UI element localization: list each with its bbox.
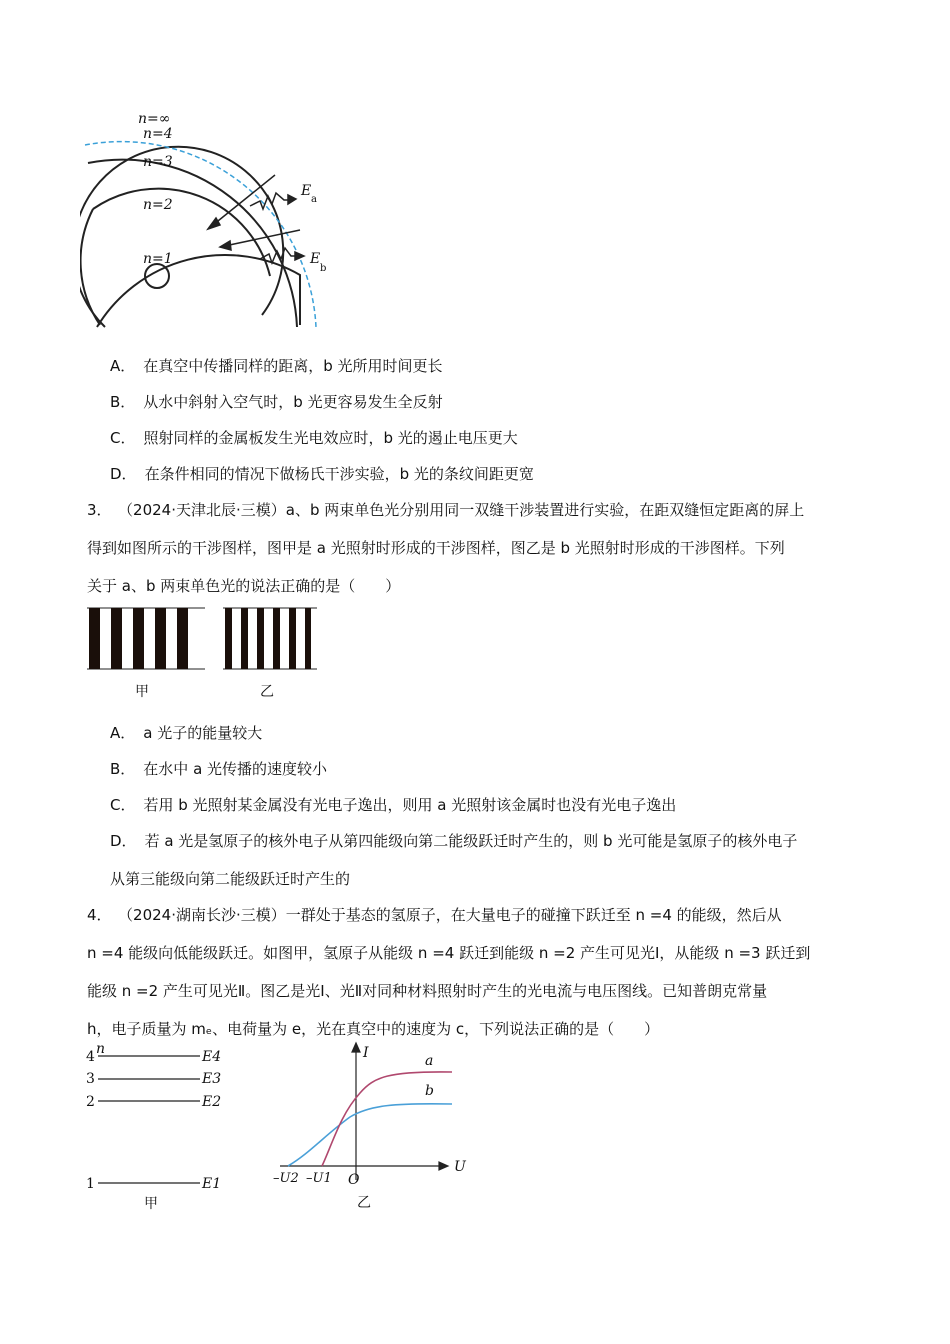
- q2-option-d[interactable]: D． 在条件相同的情况下做杨氏干涉实验，b 光的条纹间距更宽: [110, 465, 534, 483]
- atom-orbit-figure: [80, 105, 360, 330]
- level-label-1: 1: [86, 1176, 95, 1192]
- label-n1: n=1: [143, 251, 173, 267]
- energy-e2: E2: [202, 1094, 222, 1110]
- q4-stem-line4: h，电子质量为 mₑ、电荷量为 e，光在真空中的速度为 c，下列说法正确的是（ ）: [87, 1020, 660, 1038]
- energy-e4: E4: [202, 1049, 222, 1065]
- fig-caption-jia-q4: 甲: [144, 1196, 158, 1212]
- y-axis-label: I: [363, 1045, 369, 1061]
- label-n3: n=3: [143, 154, 173, 170]
- q2-option-b[interactable]: B． 从水中斜射入空气时，b 光更容易发生全反射: [110, 393, 443, 411]
- q2-option-a[interactable]: A． 在真空中传播同样的距离，b 光所用时间更长: [110, 357, 443, 375]
- label-n2: n=2: [143, 197, 173, 213]
- tick-neg-u2: –U2: [273, 1171, 299, 1186]
- q3-stem-line3: 关于 a、b 两束单色光的说法正确的是（ ）: [87, 577, 401, 595]
- label-n-infinity: n=∞: [138, 111, 171, 127]
- tick-neg-u1: –U1: [306, 1171, 332, 1186]
- x-axis-label: U: [454, 1159, 466, 1175]
- q3-stem-line2: 得到如图所示的干涉图样，图甲是 a 光照射时形成的干涉图样，图乙是 b 光照射时形成的干涉图样。下列: [87, 539, 785, 557]
- label-eb-sub: b: [320, 263, 327, 274]
- q3-option-d[interactable]: D． 若 a 光是氢原子的核外电子从第四能级向第二能级跃迁时产生的，则 b 光可能是氢原子的核外电子: [110, 832, 798, 850]
- curve-b: [288, 1104, 452, 1166]
- fig-caption-jia: 甲: [135, 684, 149, 700]
- orbit-n4: [88, 160, 297, 327]
- q3-option-a[interactable]: A． a 光子的能量较大: [110, 724, 263, 742]
- label-n4: n=4: [143, 126, 173, 142]
- level-label-3: 3: [86, 1071, 95, 1087]
- label-eb: E: [310, 251, 321, 267]
- fig-caption-yi: 乙: [260, 684, 274, 700]
- level-label-4: 4: [86, 1049, 95, 1065]
- level-label-2: 2: [86, 1094, 95, 1110]
- origin-label: O: [348, 1172, 360, 1188]
- q3-stem-line1: 3． （2024·天津北辰·三模）a、b 两束单色光分别用同一双缝干涉装置进行实验，在距双缝恒定距离的屏上: [87, 501, 805, 519]
- q3-option-b[interactable]: B． 在水中 a 光传播的速度较小: [110, 760, 328, 778]
- label-ea: E: [301, 183, 312, 199]
- label-ea-sub: a: [311, 194, 317, 205]
- q4-stem-line2: n =4 能级向低能级跃迁。如图甲，氢原子从能级 n =4 跃迁到能级 n =2 产生可见光Ⅰ，从能级 n =3 跃迁到: [87, 944, 811, 962]
- energy-level-figure: [82, 1045, 232, 1215]
- curve-a-label: a: [425, 1053, 434, 1069]
- fig-caption-yi-q4: 乙: [357, 1195, 371, 1211]
- energy-e1: E1: [202, 1176, 222, 1192]
- q4-stem-line3: 能级 n =2 产生可见光Ⅱ。图乙是光Ⅰ、光Ⅱ对同种材料照射时产生的光电流与电压图线。已知普朗克常量: [87, 982, 768, 1000]
- level-n-label: n: [96, 1045, 106, 1057]
- curve-b-label: b: [425, 1083, 434, 1099]
- q2-option-c[interactable]: C． 照射同样的金属板发生光电效应时，b 光的遏止电压更大: [110, 429, 518, 447]
- orbit-n3: [97, 255, 300, 327]
- photocurrent-graph: [270, 1035, 480, 1215]
- q3-option-d-continued: 从第三能级向第二能级跃迁时产生的: [110, 870, 351, 888]
- q3-option-c[interactable]: C． 若用 b 光照射某金属没有光电子逸出，则用 a 光照射该金属时也没有光电子逸出: [110, 796, 677, 814]
- energy-e3: E3: [202, 1071, 222, 1087]
- q4-stem-line1: 4． （2024·湖南长沙·三模）一群处于基态的氢原子，在大量电子的碰撞下跃迁至 n =4 的能级，然后从: [87, 906, 782, 924]
- interference-figure: [85, 605, 325, 705]
